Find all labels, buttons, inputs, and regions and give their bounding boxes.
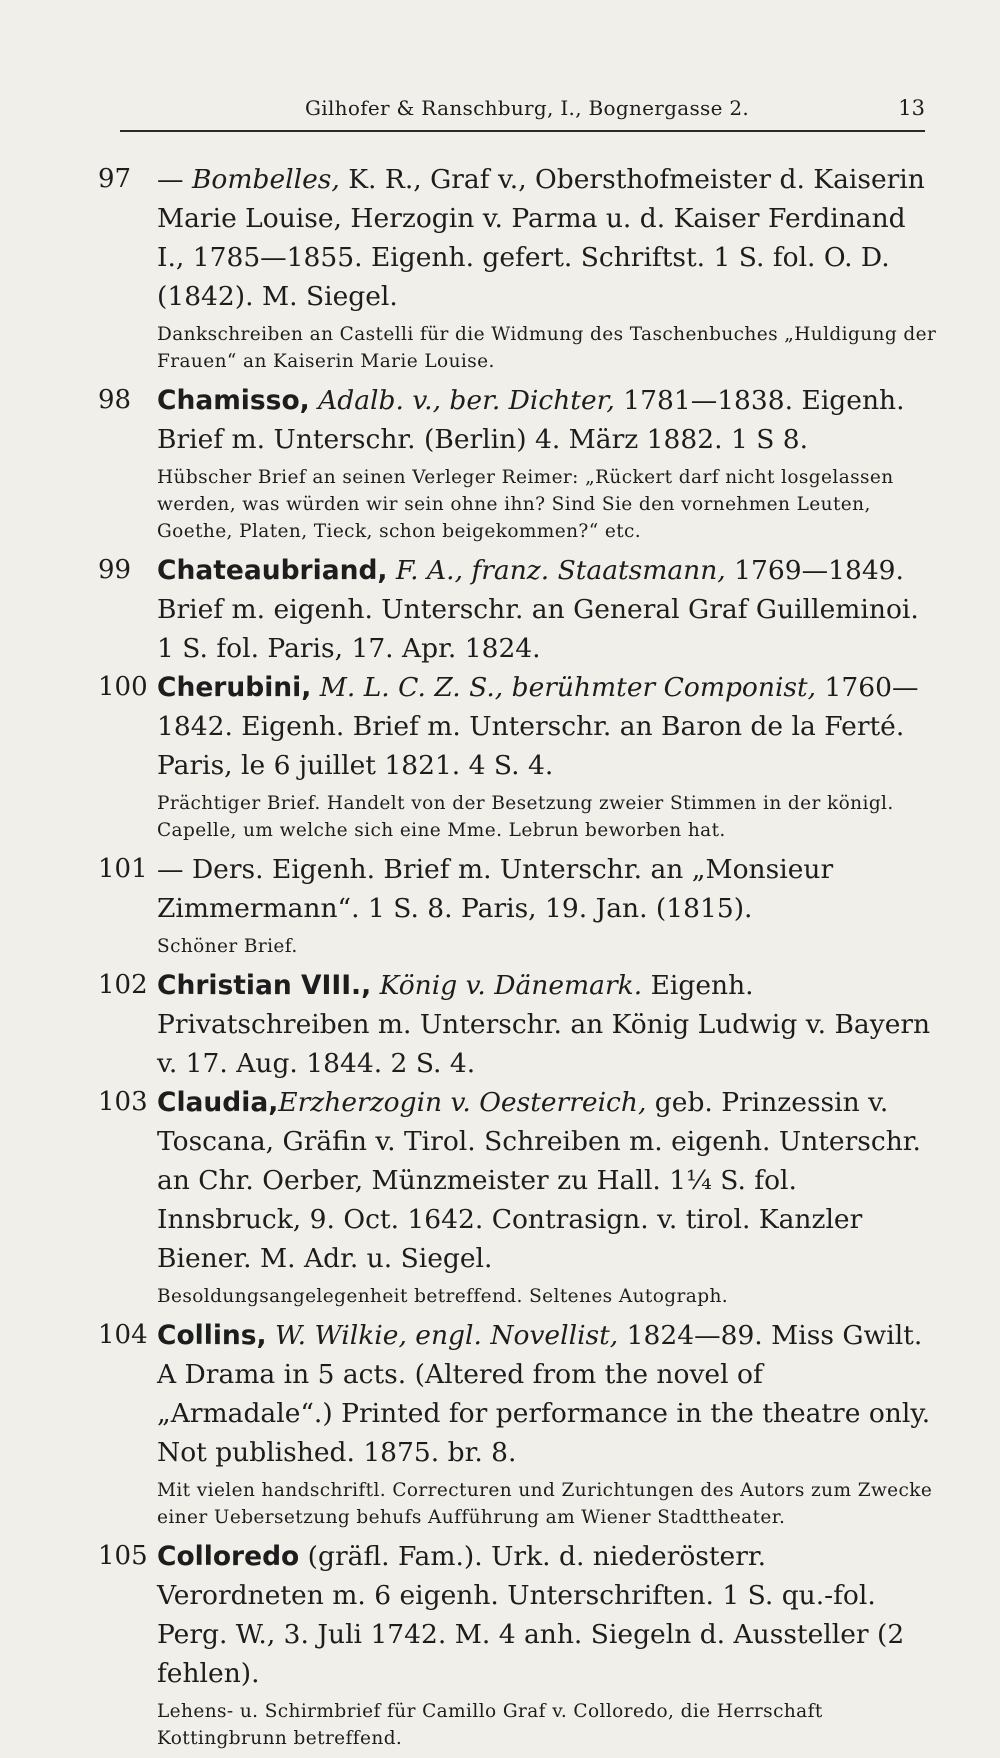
- entry-body: Eigenh. Privatschreiben m. Unterschr. an König Ludwig v. Bayern v. 17. Aug. 1844. 2 S. 4.: [157, 970, 931, 1079]
- entry-lead: —: [157, 854, 192, 885]
- catalog-entry: [98, 850, 938, 960]
- entry-body: 1760—1842. Eigenh. Brief m. Unterschr. an Baron de la Ferté. Paris, le 6 juillet 1821. 4 S. 4.: [157, 672, 919, 781]
- entry-lead: —: [157, 164, 192, 195]
- running-title: Gilhofer & Ranschburg, I., Bognergasse 2.: [305, 96, 750, 120]
- entry-note: Prächtiger Brief. Handelt von der Besetzung zweier Stimmen in der königl. Capelle, um welche sich eine Mme. Lebrun beworben hat.: [157, 793, 894, 841]
- entry-number: 101: [98, 854, 148, 884]
- entry-note: Schöner Brief.: [157, 936, 298, 957]
- entry-name: Chateaubriand,: [157, 555, 388, 586]
- entry-number: 104: [98, 1320, 148, 1350]
- entry-name: Christian VIII.,: [157, 970, 372, 1001]
- entry-main-text: [157, 381, 938, 459]
- entry-number: 99: [98, 555, 132, 585]
- entry-number: 98: [98, 385, 132, 415]
- entry-main-text: [157, 160, 938, 316]
- catalog-entry: [98, 160, 938, 375]
- entry-italic: Bombelles,: [191, 164, 340, 195]
- entry-italic: W. Wilkie, engl. Novellist,: [266, 1320, 619, 1351]
- entry-number: 97: [98, 164, 132, 194]
- catalog-entry: [98, 1083, 938, 1310]
- entry-name: Claudia,: [157, 1087, 279, 1118]
- entry-italic: König v. Dänemark.: [371, 970, 643, 1001]
- catalog-entry: [98, 1316, 938, 1531]
- entry-main-text: [157, 1537, 938, 1693]
- entry-note: Besoldungsangelegenheit betreffend. Seltenes Autograph.: [157, 1286, 729, 1307]
- entry-body: K. R., Graf v., Obersthofmeister d. Kaiserin Marie Louise, Herzogin v. Parma u. d. Kaiser Ferdinand I., 1785—1855. Eigenh. gefert. Schriftst. 1 S. fol. O. D. (1842). M. Siegel.: [157, 164, 925, 312]
- page-header: [120, 90, 925, 132]
- catalog-entry: [98, 966, 938, 1083]
- entry-note: Dankschreiben an Castelli für die Widmung des Taschenbuches „Huldigung der Frauen“ an Kaiserin Marie Louise.: [157, 324, 937, 372]
- entry-main-text: [157, 1083, 938, 1278]
- catalog-entry: [98, 551, 938, 668]
- entry-body: (gräfl. Fam.). Urk. d. niederösterr. Verordneten m. 6 eigenh. Unterschriften. 1 S. qu.-fol. Perg. W., 3. Juli 1742. M. 4 anh. Siegeln d. Aussteller (2 fehlen).: [157, 1541, 905, 1689]
- entry-number: 103: [98, 1087, 148, 1117]
- entry-note: Hübscher Brief an seinen Verleger Reimer: „Rückert darf nicht losgelassen werden, was würden wir sein ohne ihn? Sind Sie den vornehmen Leuten, Goethe, Platen, Tieck, schon beigekommen?“ etc.: [157, 467, 894, 542]
- entry-name: Colloredo: [157, 1541, 300, 1572]
- entry-number: 100: [98, 672, 148, 702]
- entry-italic: Adalb. v., ber. Dichter,: [309, 385, 615, 416]
- catalog-entry: [98, 668, 938, 844]
- entry-list: [98, 160, 938, 1758]
- entry-body: Ders. Eigenh. Brief m. Unterschr. an „Monsieur Zimmermann“. 1 S. 8. Paris, 19. Jan. (1815).: [157, 854, 834, 924]
- entry-number: 105: [98, 1541, 148, 1571]
- entry-note: Mit vielen handschriftl. Correcturen und Zurichtungen des Autors zum Zwecke einer Uebersetzung behufs Aufführung am Wiener Stadttheater.: [157, 1480, 933, 1528]
- entry-italic: F. A., franz. Staatsmann,: [387, 555, 726, 586]
- entry-italic: Erzherzogin v. Oesterreich,: [278, 1087, 647, 1118]
- entry-main-text: [157, 850, 938, 928]
- entry-number: 102: [98, 970, 148, 1000]
- entry-body: 1769—1849. Brief m. eigenh. Unterschr. an General Graf Guilleminoi. 1 S. fol. Paris, 17. Apr. 1824.: [157, 555, 919, 664]
- catalog-entry: [98, 381, 938, 545]
- entry-main-text: [157, 668, 938, 785]
- entry-name: Chamisso,: [157, 385, 310, 416]
- entry-body: 1781—1838. Eigenh. Brief m. Unterschr. (Berlin) 4. März 1882. 1 S 8.: [157, 385, 905, 455]
- entry-name: Cherubini,: [157, 672, 312, 703]
- page-number: 13: [898, 96, 925, 120]
- entry-body: 1824—89. Miss Gwilt. A Drama in 5 acts. (Altered from the novel of „Armadale“.) Printed for performance in the theatre only. Not published. 1875. br. 8.: [157, 1320, 931, 1468]
- entry-name: Collins,: [157, 1320, 267, 1351]
- entry-main-text: [157, 551, 938, 668]
- entry-main-text: [157, 966, 938, 1083]
- entry-main-text: [157, 1316, 938, 1472]
- catalog-entry: [98, 1537, 938, 1752]
- entry-note: Lehens- u. Schirmbrief für Camillo Graf v. Colloredo, die Herrschaft Kottingbrunn betreffend.: [157, 1701, 823, 1749]
- entry-italic: M. L. C. Z. S., berühmter Componist,: [311, 672, 817, 703]
- entry-body: geb. Prinzessin v. Toscana, Gräfin v. Tirol. Schreiben m. eigenh. Unterschr. an Chr. Oerber, Münzmeister zu Hall. 1¼ S. fol. Innsbruck, 9. Oct. 1642. Contrasign. v. tirol. Kanzler Biener. M. Adr. u. Siegel.: [157, 1087, 921, 1274]
